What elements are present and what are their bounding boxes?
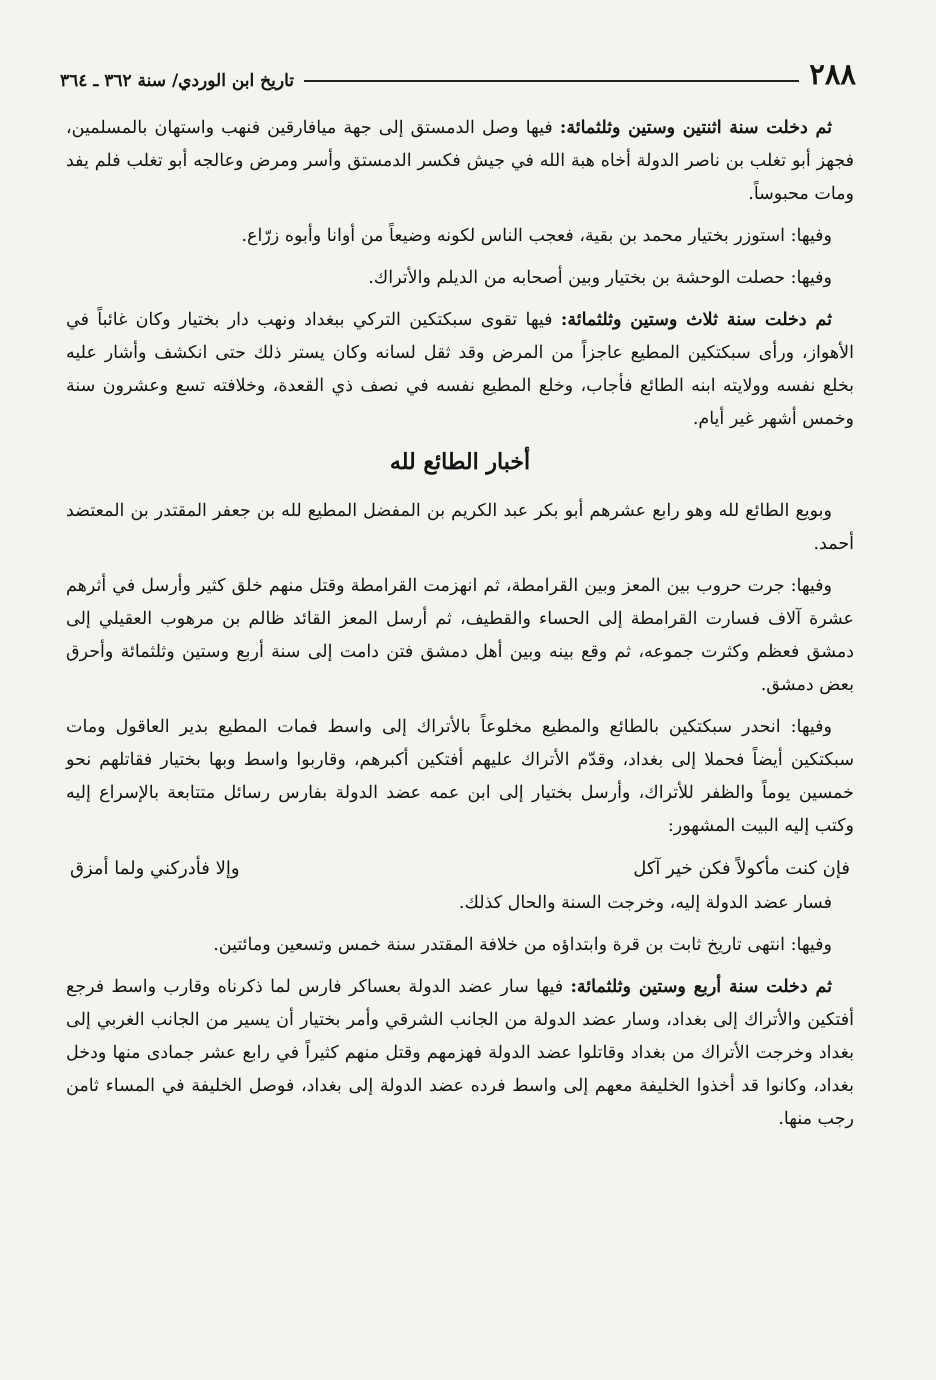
paragraph-body: فيها وصل الدمستق إلى جهة ميافارقين فنهب واستهان بالمسلمين، فجهز أبو تغلب بن ناصر الدولة أخاه هبة الله في جيش فكسر الدمستق وأسر ومرض وعالجه أبو تغلب فلم يفد ومات محبوساً. xyxy=(66,118,854,204)
paragraph-body: وفيها: انتهى تاريخ ثابت بن قرة وابتداؤه من خلافة المقتدر سنة خمس وتسعين ومائتين. xyxy=(213,935,832,955)
year-lead: ثم دخلت سنة اثنتين وستين وثلثمائة: xyxy=(559,118,832,138)
verse-second-hemistich: وإلا فأدركني ولما أمزق xyxy=(70,858,240,879)
paragraph-body: وفيها: استوزر بختيار محمد بن بقية، فعجب الناس لكونه وضيعاً من أوانا وأبوه زرّاع. xyxy=(241,226,832,246)
paragraph xyxy=(66,262,854,295)
header-rule xyxy=(304,80,799,82)
paragraph-year-363 xyxy=(66,304,854,436)
poem-verse xyxy=(66,852,854,885)
paragraph xyxy=(66,887,854,920)
main-text xyxy=(66,112,854,1145)
year-lead: ثم دخلت سنة أربع وستين وثلثمائة: xyxy=(570,977,832,997)
paragraph xyxy=(66,929,854,962)
paragraph-body: فسار عضد الدولة إليه، وخرجت السنة والحال كذلك. xyxy=(458,893,832,913)
paragraph xyxy=(66,711,854,843)
paragraph xyxy=(66,495,854,561)
paragraph-body: وفيها: جرت حروب بين المعز وبين القرامطة، ثم انهزمت القرامطة وقتل منهم خلق كثير وأرسل في أثرهم عشرة آلاف فسارت القرامطة إلى الحساء والقطيف، ثم أرسل المعز القائد ظالم بن مرهوب العقيلي إلى دمشق فعظم وكثرت جموعه، ثم وقع بينه وبين أهل دمشق فتن دامت إلى سنة أربع وستين وثلثمائة وأحرق بعض دمشق. xyxy=(66,576,854,695)
paragraph xyxy=(66,570,854,702)
paragraph-year-364 xyxy=(66,971,854,1136)
paragraph-body: فيها سار عضد الدولة بعساكر فارس لما ذكرناه وقارب واسط فرجع أفتكين والأتراك إلى بغداد، وسار عضد الدولة من الجانب الشرقي وأمر بختيار أن يسير من الجانب الغربي إلى بغداد وخرجت الأتراك من بغداد وقاتلوا عضد الدولة فهزمهم وقتل منهم كثيراً في رابع عشر جمادى منها ودخل بغداد، وكانوا قد أخذوا الخليفة معهم إلى واسط فرده عضد الدولة إلى بغداد، فوصل الخليفة في المساء ثامن رجب منها. xyxy=(66,977,854,1129)
page-number: ٢٨٨ xyxy=(809,57,856,91)
paragraph-year-362 xyxy=(66,112,854,211)
running-title: تاريخ ابن الوردي/ سنة ٣٦٢ ـ ٣٦٤ xyxy=(60,71,295,91)
paragraph-body: وفيها: انحدر سبكتكين بالطائع والمطيع مخلوعاً بالأتراك إلى واسط فمات المطيع بدير العاقول ومات سبكتكين أيضاً فحملا إلى بغداد، وقدّم الأتراك عليهم أفتكين أكبرهم، وقاربوا واسط وبها بختيار فقاتلهم نحو خمسين يوماً والظفر للأتراك، وأرسل بختيار إلى ابن عمه عضد الدولة بفارس رسائل متتابعة بالإسراع إليه وكتب إليه البيت المشهور: xyxy=(66,717,854,836)
verse-first-hemistich: فإن كنت مأكولاً فكن خير آكل xyxy=(633,858,850,879)
paragraph xyxy=(66,220,854,253)
paragraph-body: وفيها: حصلت الوحشة بن بختيار وبين أصحابه من الديلم والأتراك. xyxy=(368,268,832,288)
year-lead: ثم دخلت سنة ثلاث وستين وثلثمائة: xyxy=(560,310,832,330)
paragraph-body: وبويع الطائع لله وهو رابع عشرهم أبو بكر عبد الكريم بن المفضل المطيع لله بن جعفر المقتدر بن المعتضد أحمد. xyxy=(66,501,854,554)
page-header xyxy=(60,55,856,91)
section-heading: أخبار الطائع لله xyxy=(389,449,531,475)
paragraph-body: فيها تقوى سبكتكين التركي ببغداد ونهب دار بختيار وكان غائباً في الأهواز، ورأى سبكتكين المطيع عاجزاً من المرض وقد ثقل لسانه وكان يستر ذلك حتى انكشف وأشار عليه بخلع نفسه وولايته ابنه الطائع فأجاب، وخلع المطيع نفسه في نصف ذي القعدة، وخلافته تسع وعشرون سنة وخمس أشهر غير أيام. xyxy=(66,310,854,429)
